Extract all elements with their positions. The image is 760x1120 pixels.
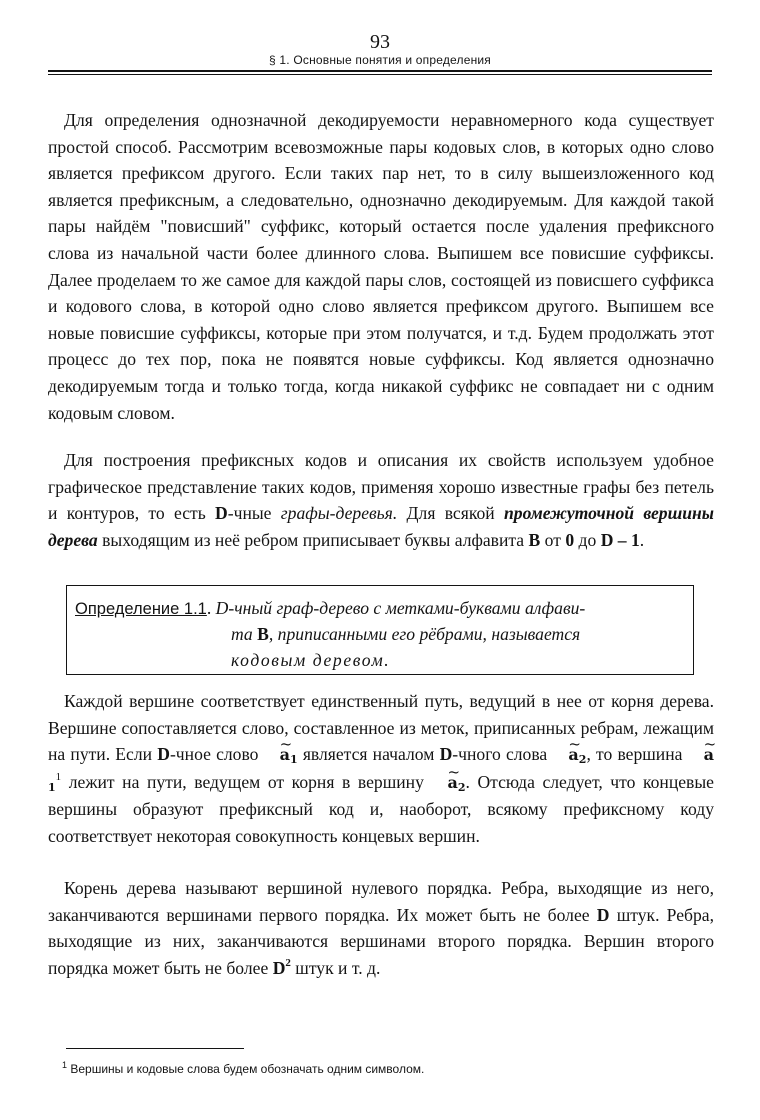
- definition-label: Определение 1.1: [75, 600, 207, 618]
- text-run: , то вершина: [586, 744, 688, 765]
- text-run: .: [639, 529, 645, 550]
- subscript: 1: [48, 780, 56, 794]
- page-number: 93: [370, 31, 390, 53]
- text-run: Для всякой: [397, 503, 504, 524]
- symbol-B: B: [257, 624, 269, 644]
- term-intermediate-vertex: промежуточной вершины дерева: [48, 503, 715, 550]
- definition-line-1: [75, 594, 585, 623]
- symbol-D: D: [439, 744, 453, 765]
- subscript: 2: [578, 753, 587, 767]
- term-graph-trees: графы-деревья.: [280, 503, 398, 524]
- tilde-letter: ~ a: [552, 742, 578, 769]
- text-run: . Отсюда следует, что концевые вершины образуют префиксный код и, наоборот, всякому префиксному коду соответствует некоторая совокупность концевых вершин.: [48, 771, 714, 846]
- text-run: штук и т. д.: [290, 957, 381, 978]
- text-run: Для построения префиксных кодов и описания их свойств используем удобное графическое представление таких кодов, применяя хорошо известные графы без петель и контуров, то есть: [48, 450, 714, 524]
- footnote-reference: 1: [55, 770, 62, 783]
- symbol-a1: [264, 745, 298, 767]
- superscript: 2: [285, 956, 291, 969]
- text-run: лежит на пути, ведущем от корня в вершину: [61, 771, 432, 792]
- symbol-a2: [552, 745, 587, 767]
- running-header: § 1. Основные понятия и определения: [268, 53, 492, 67]
- text-run: до: [574, 529, 601, 550]
- symbol-d-minus-1: D – 1: [600, 529, 640, 550]
- text-run: -чного слова: [452, 744, 553, 765]
- definition-box: [66, 585, 694, 675]
- text-run: -чные: [227, 503, 281, 524]
- symbol-B: B: [528, 529, 541, 550]
- text-run: -чное слово: [169, 744, 264, 765]
- tilde-letter: ~ a: [688, 742, 714, 769]
- footnote: [62, 1061, 424, 1077]
- footnote-rule: [66, 1048, 244, 1049]
- definition-dot: .: [206, 598, 216, 618]
- footnote-text: Вершины и кодовые слова будем обозначать одним символом.: [67, 1062, 425, 1076]
- text-run: Каждой вершине соответствует единственный путь, ведущий в нее от корня дерева. Вершине сопоставляется слово, составленное из меток, приписанных ребрам, лежащим на пути. Если: [48, 691, 714, 765]
- symbol-D: D: [272, 957, 286, 978]
- footnote-mark: 1: [62, 1060, 68, 1070]
- definition-line-3: кодовым деревом.: [231, 650, 391, 670]
- symbol-a2: [431, 773, 465, 792]
- text-run: Корень дерева называют вершиной нулевого порядка. Ребра, выходящие из него, заканчиваются вершинами первого порядка. Их может быть не более: [48, 878, 714, 925]
- subscript: 1: [290, 753, 298, 767]
- header-rule-thin: [48, 74, 712, 75]
- definition-line-2: [231, 620, 580, 648]
- subscript: 2: [457, 780, 466, 794]
- text-run: является началом: [297, 744, 440, 765]
- symbol-D: D: [157, 744, 170, 765]
- text-run: выходящим из неё ребром приписывает буквы алфавита: [97, 529, 529, 550]
- symbol-D: D: [215, 503, 228, 524]
- text-run: штук. Ребра, выходящие из них, заканчиваются вершинами второго порядка. Вершин второго порядка может быть не более: [48, 904, 714, 978]
- paragraph-3: [48, 688, 714, 850]
- definition-text: D-чный граф-дерево с метками-буквами алфави-: [215, 598, 586, 618]
- paragraph-1: Для определения однозначной декодируемости неравномерного кода существует простой способ. Рассмотрим всевозможные пары кодовых слов, в которых одно слово является префиксом другого. Если таких пар нет, то в силу вышеизложенного код является префиксным, а следовательно, однозначно декодируемым. Для каждой такой пары найдём "повисший" суффикс, который остается после удаления префиксного слова из начальной части более длинного слова. Выпишем все повисшие суффиксы. Далее проделаем то же самое для каждой пары слов, состоящей из повисшего суффикса и кодового слова, в которой одно слово является префиксом другого. Выпишем все новые повисшие суффиксы, которые при этом получатся, и т.д. Будем продолжать этот процесс до тех пор, пока не появятся новые суффиксы. Код является однозначно декодируемым тогда и только тогда, когда никакой суффикс не совпадает ни с одним кодовым словом.: [48, 110, 714, 423]
- paragraph-4: [48, 875, 714, 981]
- tilde-letter: ~ a: [264, 742, 290, 769]
- symbol-zero: 0: [565, 529, 575, 550]
- header-rule-thick: [48, 70, 712, 72]
- tilde-letter: ~ a: [431, 770, 457, 797]
- definition-text: та: [231, 624, 258, 644]
- paragraph-2: [48, 447, 714, 553]
- symbol-D: D: [596, 904, 610, 925]
- definition-text: , приписанными его рёбрами, называется: [268, 624, 581, 644]
- text-run: от: [540, 529, 566, 550]
